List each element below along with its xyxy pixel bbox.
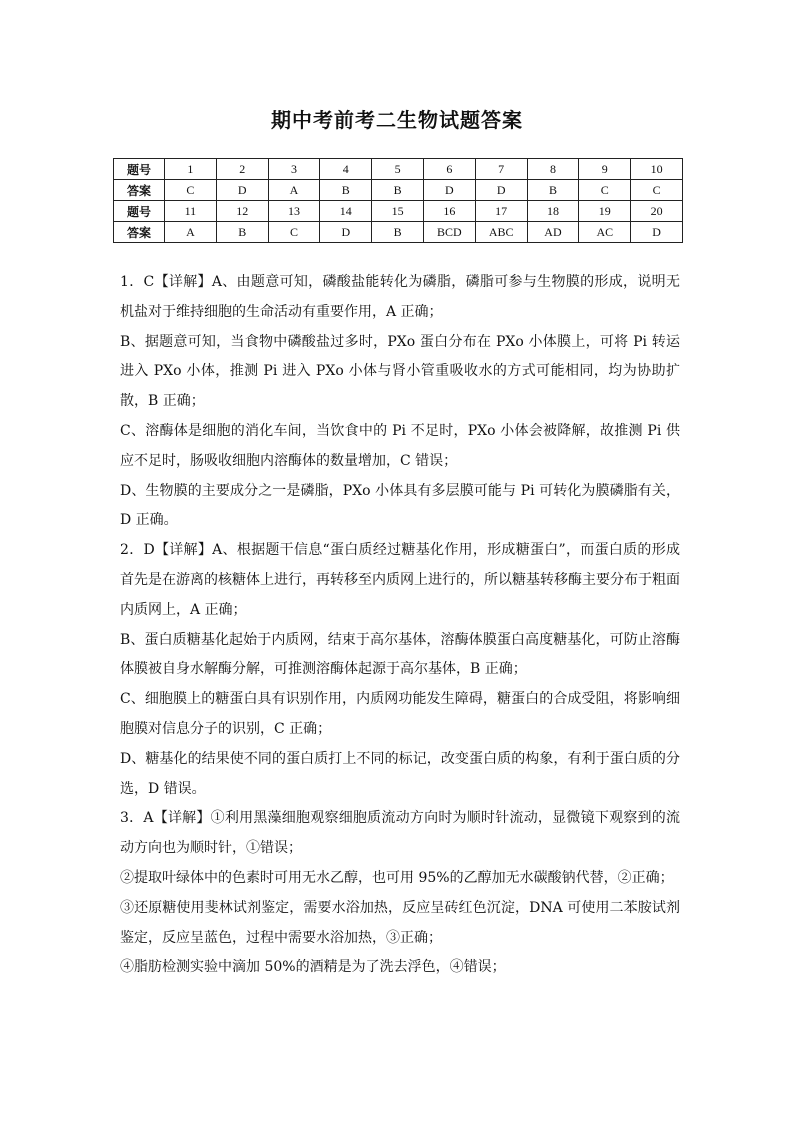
answer-table-cell: C bbox=[268, 222, 320, 243]
answer-table-cell: 5 bbox=[372, 159, 424, 180]
paragraph-q1-b: B、据题意可知，当食物中磷酸盐过多时，PXo 蛋白分布在 PXo 小体膜上，可将 Pi 转运进入 PXo 小体，推测 Pi 进入 PXo 小体与肾小管重吸收水的方式可能相同，均为协助扩散，B 正确； bbox=[120, 333, 680, 410]
answer-table-cell: 10 bbox=[631, 159, 683, 180]
answer-table-cell: AD bbox=[527, 222, 579, 243]
paragraph-q2-c: C、细胞膜上的糖蛋白具有识别作用，内质网功能发生障碍，糖蛋白的合成受阻，将影响细胞膜对信息分子的识别，C 正确； bbox=[120, 691, 680, 737]
answer-table-cell: 16 bbox=[423, 201, 475, 222]
row-header-cell: 题号 bbox=[114, 159, 165, 180]
paragraph-q2-b: B、蛋白质糖基化起始于内质网，结束于高尔基体，溶酶体膜蛋白高度糖基化，可防止溶酶体膜被自身水解酶分解，可推测溶酶体起源于高尔基体，B 正确； bbox=[120, 631, 680, 678]
answer-table-cell: A bbox=[165, 222, 217, 243]
answer-table-cell: 6 bbox=[423, 159, 475, 180]
answer-table-cell: 4 bbox=[320, 159, 372, 180]
row-header-cell: 答案 bbox=[114, 180, 165, 201]
answer-table-cell: 14 bbox=[320, 201, 372, 222]
answer-table-cell: C bbox=[579, 180, 631, 201]
paragraph-q1-d: D、生物膜的主要成分之一是磷脂，PXo 小体具有多层膜可能与 Pi 可转化为膜磷脂有关，D 正确。 bbox=[120, 482, 680, 529]
answer-table-cell: 17 bbox=[475, 201, 527, 222]
explanation-body bbox=[120, 268, 680, 983]
row-header-cell: 题号 bbox=[114, 201, 165, 222]
paragraph-q3-4: ④脂肪检测实验中滴加 50%的酒精是为了洗去浮色，④错误； bbox=[120, 959, 506, 976]
answer-table-cell: 12 bbox=[216, 201, 268, 222]
answer-table-cell: B bbox=[320, 180, 372, 201]
paragraph-q3-3: ③还原糖使用斐林试剂鉴定，需要水浴加热，反应呈砖红色沉淀，DNA 可使用二苯胺试剂鉴定，反应呈蓝色，过程中需要水浴加热，③正确； bbox=[120, 899, 680, 946]
answer-table-cell: B bbox=[216, 222, 268, 243]
answer-table-cell: D bbox=[631, 222, 683, 243]
answer-table-cell: B bbox=[527, 180, 579, 201]
answer-table-cell: 8 bbox=[527, 159, 579, 180]
answer-table bbox=[113, 158, 683, 243]
page-title: 期中考前考二生物试题答案 bbox=[271, 108, 523, 132]
answer-table-cell: D bbox=[216, 180, 268, 201]
paragraph-q3-1: 3．A【详解】①利用黑藻细胞观察细胞质流动方向时为顺时针流动，显微镜下观察到的流动方向也为顺时针，①错误； bbox=[120, 810, 680, 857]
answer-table-cell: 19 bbox=[579, 201, 631, 222]
answer-table-cell: ABC bbox=[475, 222, 527, 243]
answer-table-row bbox=[114, 159, 683, 180]
answer-table-cell: 9 bbox=[579, 159, 631, 180]
row-header-cell: 答案 bbox=[114, 222, 165, 243]
paragraph-q1-a: 1．C【详解】A、由题意可知，磷酸盐能转化为磷脂，磷脂可参与生物膜的形成，说明无机盐对于维持细胞的生命活动有重要作用，A 正确； bbox=[120, 274, 680, 320]
paragraph-q3-2: ②提取叶绿体中的色素时可用无水乙醇，也可用 95%的乙醇加无水碳酸钠代替，②正确； bbox=[120, 869, 674, 886]
answer-table-row bbox=[114, 222, 683, 243]
answer-table-cell: 11 bbox=[165, 201, 217, 222]
answer-table-cell: C bbox=[631, 180, 683, 201]
answer-table-cell: BCD bbox=[423, 222, 475, 243]
answer-table-cell: 13 bbox=[268, 201, 320, 222]
paragraph-q2-a: 2．D【详解】A、根据题干信息“蛋白质经过糖基化作用，形成糖蛋白”，而蛋白质的形成首先是在游离的核糖体上进行，再转移至内质网上进行的，所以糖基转移酶主要分布于粗面内质网上，A 正确； bbox=[120, 542, 680, 618]
answer-table-cell: 20 bbox=[631, 201, 683, 222]
answer-table-cell: B bbox=[372, 222, 424, 243]
answer-table-cell: 18 bbox=[527, 201, 579, 222]
answer-table-cell: C bbox=[165, 180, 217, 201]
answer-table-cell: 7 bbox=[475, 159, 527, 180]
answer-table-row bbox=[114, 201, 683, 222]
answer-table-cell: 15 bbox=[372, 201, 424, 222]
answer-table-cell: A bbox=[268, 180, 320, 201]
answer-table-cell: AC bbox=[579, 222, 631, 243]
answer-table-cell: D bbox=[423, 180, 475, 201]
paragraph-q2-d: D、糖基化的结果使不同的蛋白质打上不同的标记，改变蛋白质的构象，有利于蛋白质的分选，D 错误。 bbox=[120, 750, 680, 797]
answer-table-row bbox=[114, 180, 683, 201]
answer-table-cell: D bbox=[475, 180, 527, 201]
answer-table-cell: D bbox=[320, 222, 372, 243]
answer-table-cell: 2 bbox=[216, 159, 268, 180]
answer-table-cell: B bbox=[372, 180, 424, 201]
paragraph-q1-c: C、溶酶体是细胞的消化车间，当饮食中的 Pi 不足时，PXo 小体会被降解，故推测 Pi 供应不足时，肠吸收细胞内溶酶体的数量增加，C 错误； bbox=[120, 422, 680, 469]
answer-table-cell: 3 bbox=[268, 159, 320, 180]
answer-table-cell: 1 bbox=[165, 159, 217, 180]
